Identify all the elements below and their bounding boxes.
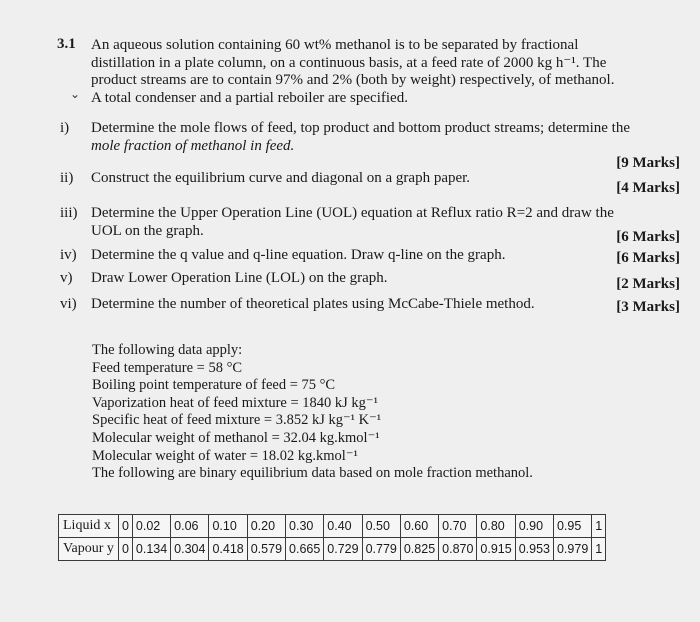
part-line: mole fraction of methanol in feed. — [91, 137, 295, 154]
part-text — [91, 296, 631, 314]
data-item: Molecular weight of methanol = 32.04 kg.kmol⁻¹ — [92, 429, 380, 446]
stem-line: A total condenser and a partial reboiler are specified. — [91, 89, 408, 106]
table-cell: 0 — [118, 538, 132, 561]
table-cell: 0.870 — [439, 538, 477, 561]
part-line: Determine the number of theoretical plates using McCabe-Thiele method. — [91, 296, 535, 312]
table-cell: 0.915 — [477, 538, 515, 561]
table-cell: 0.80 — [477, 515, 515, 538]
stem-line: distillation in a plate column, on a continuous basis, at a feed rate of 2000 kg h⁻¹. The — [91, 54, 607, 71]
part-text — [91, 247, 631, 265]
part-line: Determine the mole flows of feed, top product and bottom product streams; determine the — [91, 120, 631, 136]
part-text — [91, 170, 631, 188]
question-number: 3.1 — [57, 36, 76, 52]
stem-line: An aqueous solution containing 60 wt% methanol is to be separated by fractional — [91, 37, 579, 53]
pen-mark-icon: ⌄ — [70, 87, 81, 101]
part-text — [91, 270, 631, 288]
table-cell: 0.60 — [400, 515, 438, 538]
part-number: ii) — [60, 170, 74, 186]
table-cell: 0.90 — [515, 515, 553, 538]
table-cell: 0.06 — [171, 515, 209, 538]
table-cell: 0.50 — [362, 515, 400, 538]
table-cell: 0.10 — [209, 515, 247, 538]
data-item: The following are binary equilibrium data based on mole fraction methanol. — [92, 465, 533, 482]
part-line: UOL on the graph. — [91, 222, 204, 239]
row-label: Liquid x — [59, 515, 119, 538]
table-cell: 0.953 — [515, 538, 553, 561]
part-marks: [3 Marks] — [616, 299, 680, 315]
table-cell: 0.40 — [324, 515, 362, 538]
part-line: Construct the equilibrium curve and diagonal on a graph paper. — [91, 170, 471, 186]
part-marks: [2 Marks] — [616, 276, 680, 292]
part-number: iii) — [60, 205, 78, 221]
table-cell: 1 — [592, 538, 606, 561]
part-number: vi) — [60, 296, 77, 312]
table-cell: 0.70 — [439, 515, 477, 538]
part-number: v) — [60, 270, 73, 286]
part-line: Determine the Upper Operation Line (UOL) equation at Reflux ratio R=2 and draw the — [91, 205, 614, 221]
table-cell: 0.579 — [247, 538, 285, 561]
part-marks: [6 Marks] — [616, 229, 680, 245]
row-label: Vapour y — [59, 538, 119, 561]
table-cell: 0.418 — [209, 538, 247, 561]
table-cell: 0.779 — [362, 538, 400, 561]
question-stem — [91, 37, 671, 107]
table-cell: 0.20 — [247, 515, 285, 538]
table-cell: 0.979 — [553, 538, 591, 561]
equilibrium-data-table — [58, 514, 606, 561]
part-line: Determine the q value and q-line equation. Draw q-line on the graph. — [91, 247, 506, 263]
stem-line: product streams are to contain 97% and 2% (both by weight) respectively, of methanol. — [91, 72, 615, 88]
part-marks: [9 Marks] — [616, 155, 680, 171]
liquid-row — [59, 515, 606, 538]
table-cell: 0.665 — [286, 538, 324, 561]
data-intro: The following data apply: — [92, 342, 243, 358]
vapour-row — [59, 538, 606, 561]
table-cell: 0.729 — [324, 538, 362, 561]
part-marks: [4 Marks] — [616, 180, 680, 196]
data-item: Specific heat of feed mixture = 3.852 kJ kg⁻¹ K⁻¹ — [92, 412, 382, 429]
table-cell: 0.02 — [132, 515, 170, 538]
table-cell: 1 — [592, 515, 606, 538]
given-data — [92, 342, 533, 483]
table-cell: 0.30 — [286, 515, 324, 538]
part-number: i) — [60, 120, 70, 136]
data-item: Feed temperature = 58 °C — [92, 359, 243, 376]
table-cell: 0.134 — [132, 538, 170, 561]
part-marks: [6 Marks] — [616, 250, 680, 266]
table-cell: 0.304 — [171, 538, 209, 561]
data-item: Vaporization heat of feed mixture = 1840 kJ kg⁻¹ — [92, 394, 378, 411]
table-cell: 0 — [118, 515, 132, 538]
part-text — [91, 205, 631, 240]
table-cell: 0.95 — [553, 515, 591, 538]
table-cell: 0.825 — [400, 538, 438, 561]
data-item: Molecular weight of water = 18.02 kg.kmol⁻¹ — [92, 447, 358, 464]
part-line: Draw Lower Operation Line (LOL) on the graph. — [91, 270, 388, 286]
part-text — [91, 120, 631, 155]
part-number: iv) — [60, 247, 77, 263]
data-item: Boiling point temperature of feed = 75 °C — [92, 377, 336, 394]
